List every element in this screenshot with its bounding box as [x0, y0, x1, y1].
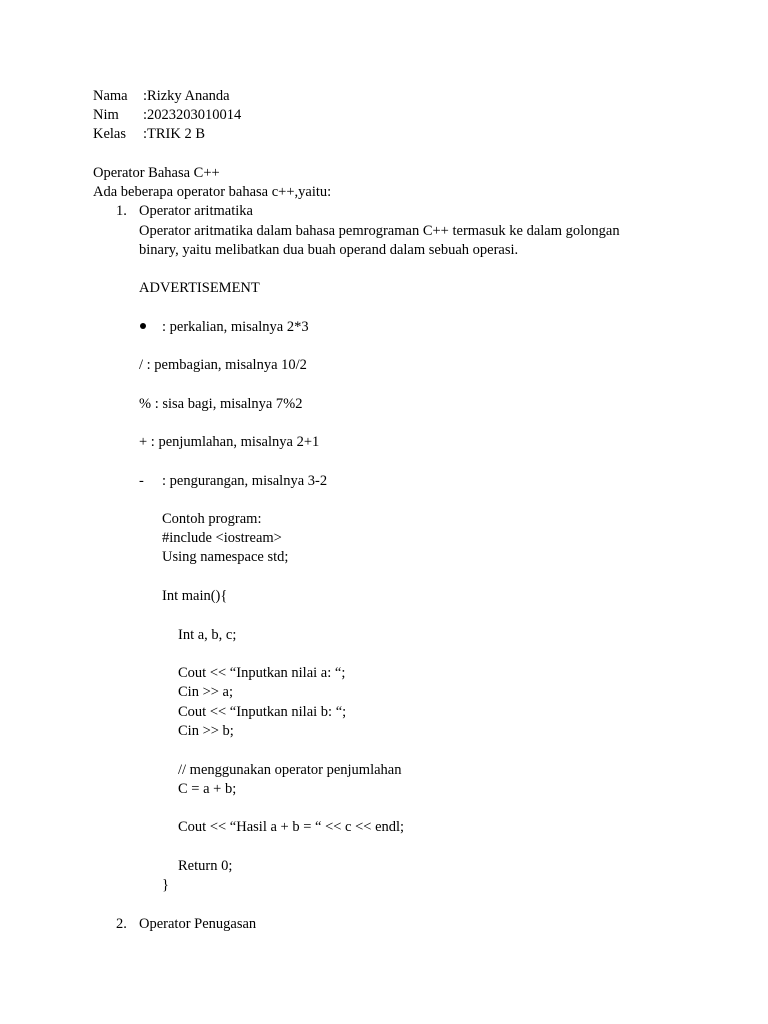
intro-text: Ada beberapa operator bahasa c++,yaitu:: [93, 184, 332, 200]
section-1-description-line-1: Operator aritmatika dalam bahasa pemrograman C++ termasuk ke dalam golongan: [139, 223, 620, 239]
header-value-kelas: :TRIK 2 B: [143, 126, 206, 142]
operator-multiply: : perkalian, misalnya 2*3: [162, 319, 309, 335]
header-label-nama: Nama: [93, 88, 128, 104]
code-include: #include <iostream>: [162, 530, 282, 546]
code-prompt-b: Cout << “Inputkan nilai b: “;: [178, 704, 347, 720]
code-declaration: Int a, b, c;: [178, 627, 237, 643]
code-assign: C = a + b;: [178, 781, 237, 797]
operator-add: + : penjumlahan, misalnya 2+1: [139, 434, 320, 450]
code-close-brace: }: [162, 877, 169, 893]
header-label-kelas: Kelas: [93, 126, 127, 142]
operator-divide: / : pembagian, misalnya 10/2: [139, 357, 307, 373]
advertisement-label: ADVERTISEMENT: [139, 280, 260, 296]
header-label-nim: Nim: [93, 107, 119, 123]
section-1-number: 1.: [116, 203, 127, 219]
example-label: Contoh program:: [162, 511, 262, 527]
operator-subtract: : pengurangan, misalnya 3-2: [162, 473, 328, 489]
document-title: Operator Bahasa C++: [93, 165, 220, 181]
header-value-nama: :Rizky Ananda: [143, 88, 230, 104]
code-return: Return 0;: [178, 858, 233, 874]
operator-modulo: % : sisa bagi, misalnya 7%2: [139, 396, 303, 412]
code-namespace: Using namespace std;: [162, 549, 289, 565]
section-2-heading: Operator Penugasan: [139, 916, 257, 932]
code-prompt-a: Cout << “Inputkan nilai a: “;: [178, 665, 346, 681]
section-1-description-line-2: binary, yaitu melibatkan dua buah operand dalam sebuah operasi.: [139, 242, 519, 258]
section-2-number: 2.: [116, 916, 127, 932]
header-value-nim: :2023203010014: [143, 107, 242, 123]
code-print: Cout << “Hasil a + b = “ << c << endl;: [178, 819, 405, 835]
code-read-a: Cin >> a;: [178, 684, 234, 700]
section-1-heading: Operator aritmatika: [139, 203, 253, 219]
code-read-b: Cin >> b;: [178, 723, 234, 739]
bullet-dot-icon: [140, 323, 146, 329]
code-main-open: Int main(){: [162, 588, 228, 604]
code-comment: // menggunakan operator penjumlahan: [178, 762, 402, 778]
operator-subtract-dash: -: [139, 473, 144, 489]
